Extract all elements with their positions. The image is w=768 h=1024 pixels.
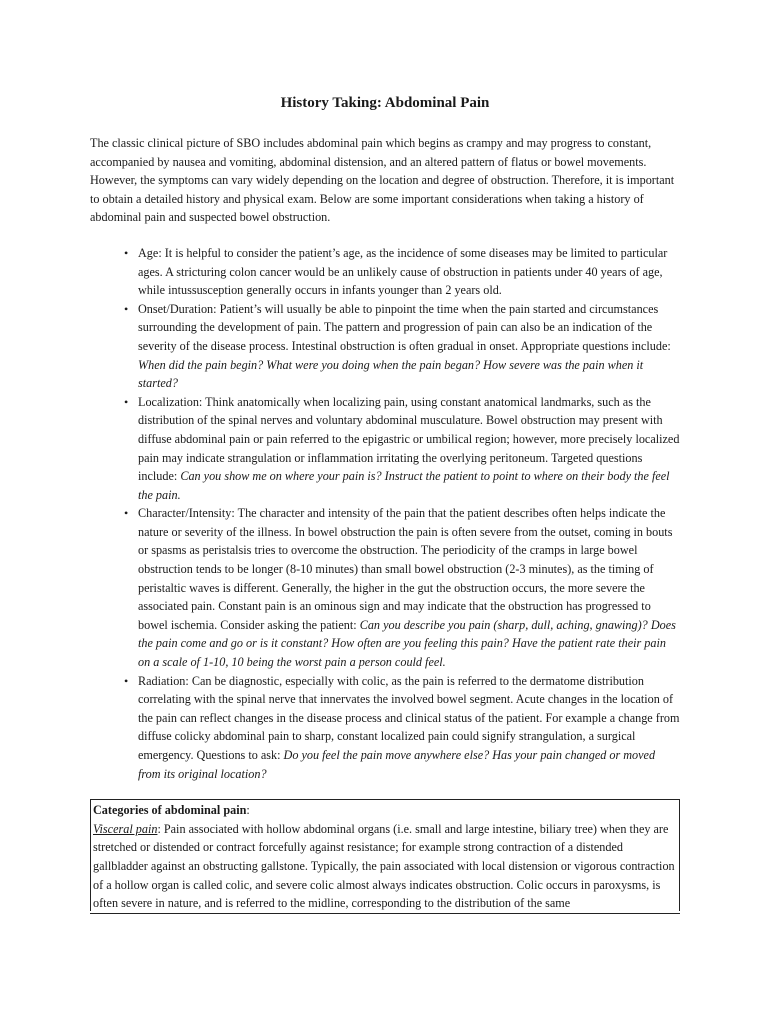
item-label: Localization — [138, 394, 199, 409]
item-questions: Do you feel the pain move anywhere else? Has your pain changed or moved from its original location? — [138, 748, 656, 781]
box-term: Visceral pain — [93, 821, 158, 836]
item-text: Can be diagnostic, especially with colic, as the pain is referred to the dermatome distribution correlating with the spinal nerve that innervates the involved bowel segment. Acute changes in the location of the pain can reflect changes in the disease process and clinical status of the patient. For example a change from diffuse colicky abdominal pain to sharp, constant localized pain could signify strangulation, a surgical emergency. Questions to ask: — [138, 673, 680, 762]
box-text: : Pain associated with hollow abdominal organs (i.e. small and large intestine, biliary tree) when they are stretched or distended or contract forcefully against resistance; for example strong contraction of a distended gallbladder against an obstructing gallstone. Typically, the pain associated with local distension or vigorous contraction of a hollow organ is called colic, and severe colic almost always indicates obstruction. Colic occurs in paroxysms, is often severe in nature, and is referred to the midline, corresponding to the distribution of the same — [93, 821, 675, 911]
item-questions: Can you show me on where your pain is? Instruct the patient to point to where on their body the feel the pain. — [138, 469, 670, 502]
item-text: It is helpful to consider the patient’s age, as the incidence of some diseases may be limited to particular ages. A stricturing colon cancer would be an unlikely cause of obstruction in patients under 40 years of age, while intussusception generally occurs in infants younger than 2 years old. — [138, 245, 668, 298]
bullet-icon: • — [124, 245, 129, 260]
bullet-icon: • — [124, 673, 129, 688]
list-item-character-intensity: • Character/Intensity: The character and intensity of the pain that the patient describes often helps indicate the nature or severity of the illness. In bowel obstruction the pain is often severe from the outset, coming in bouts or spasms as peristalsis tries to overcome the obstruction. The periodicity of the cramps in large bowel obstruction tends to be longer (8-10 minutes) than small bowel obstruction (2-3 minutes), as the timing of peristaltic waves is different. Generally, the higher in the gut the obstruction occurs, the more severe the associated pain. Constant pain is an ominous sign and may indicate that the obstruction has progressed to bowel ischemia. Consider asking the patient: Can you describe you pain (sharp, dull, aching, gnawing)? Does the pain come and go or is it constant? How often are you feeling this pain? Have the patient rate their pain on a scale of 1-10, 10 being the worst pain a person could feel. — [124, 506, 676, 670]
box-bottom-border — [90, 913, 680, 914]
item-label: Age — [138, 245, 159, 260]
list-item-localization: • Localization: Think anatomically when localizing pain, using constant anatomical landmarks, such as the distribution of the spinal nerves and voluntary abdominal musculature. Bowel obstruction may present with diffuse abdominal pain or pain referred to the epigastric or umbilical region; however, more precisely localized pain may indicate strangulation or inflammation irritating the overlying peritoneum. Targeted questions include: Can you show me on where your pain is? Instruct the patient to point to where on their body the feel the pain. — [124, 394, 680, 502]
item-questions: When did the pain begin? What were you doing when the pain began? How severe was the pain when it started? — [138, 357, 644, 391]
item-text: The character and intensity of the pain that the patient describes often helps indicate the nature or severity of the illness. In bowel obstruction the pain is often severe from the outset, coming in bouts or spasms as peristalsis tries to overcome the obstruction. The periodicity of the cramps in large bowel obstruction tends to be longer (8-10 minutes) than small bowel obstruction (2-3 minutes), as the timing of peristaltic waves is different. Generally, the higher in the gut the obstruction occurs, the more severe the associated pain. Constant pain is an ominous sign and may indicate that the obstruction has progressed to bowel ischemia. Consider asking the patient: — [138, 506, 673, 632]
bullet-icon: • — [124, 394, 129, 409]
box-heading-colon: : — [246, 803, 250, 818]
box-heading: Categories of abdominal pain — [93, 803, 247, 818]
categories-box — [90, 799, 680, 911]
item-text: Think anatomically when localizing pain, using constant anatomical landmarks, such as the distribution of the spinal nerves and voluntary abdominal musculature. Bowel obstruction may present with diffuse abdominal pain or pain referred to the epigastric or umbilical region; however, more precisely localized pain may indicate strangulation or inflammation irritating the overlying peritoneum. Targeted questions include: — [138, 394, 680, 484]
item-label: Radiation — [138, 673, 186, 688]
considerations-list — [90, 244, 680, 783]
bullet-icon: • — [124, 506, 129, 521]
document-title: History Taking: Abdominal Pain — [280, 95, 490, 111]
intro-paragraph: The classic clinical picture of SBO includes abdominal pain which begins as crampy and may progress to constant, accompanied by nausea and vomiting, abdominal distension, and an altered pattern of flatus or bowel movements. However, the symptoms can vary widely depending on the location and degree of obstruction. Therefore, it is important to obtain a detailed history and physical exam. Below are some important considerations when taking a history of abdominal pain and suspected bowel obstruction. — [90, 136, 675, 225]
list-item-age: • Age: It is helpful to consider the patient’s age, as the incidence of some diseases may be limited to particular ages. A stricturing colon cancer would be an unlikely cause of obstruction in patients under 40 years of age, while intussusception generally occurs in infants younger than 2 years old. — [124, 245, 668, 298]
item-label: Onset/Duration — [138, 301, 214, 316]
list-item-onset-duration: • Onset/Duration: Patient’s will usually be able to pinpoint the time when the pain started and circumstances surrounding the development of pain. The pattern and progression of pain can also be an indication of the severity of the disease process. Intestinal obstruction is often gradual in onset. Appropriate questions include: When did the pain begin? What were you doing when the pain began? How severe was the pain when it started? — [124, 301, 671, 391]
list-item-radiation: • Radiation: Can be diagnostic, especially with colic, as the pain is referred to the dermatome distribution correlating with the spinal nerve that innervates the involved bowel segment. Acute changes in the location of the pain can reflect changes in the disease process and clinical status of the patient. For example a change from diffuse colicky abdominal pain to sharp, constant localized pain could signify strangulation, a surgical emergency. Questions to ask: Do you feel the pain move anywhere else? Has your pain changed or moved from its original location? — [124, 673, 680, 781]
item-label: Character/Intensity — [138, 506, 232, 521]
item-questions: Can you describe you pain (sharp, dull, aching, gnawing)? Does the pain come and go or is it constant? How often are you feeling this pain? Have the patient rate their pain on a scale of 1-10, 10 being the worst pain a person could feel. — [138, 617, 676, 670]
item-text: Patient’s will usually be able to pinpoint the time when the pain started and circumstances surrounding the development of pain. The pattern and progression of pain can also be an indication of the severity of the disease process. Intestinal obstruction is often gradual in onset. Appropriate questions include: — [138, 301, 671, 353]
bullet-icon: • — [124, 301, 129, 316]
